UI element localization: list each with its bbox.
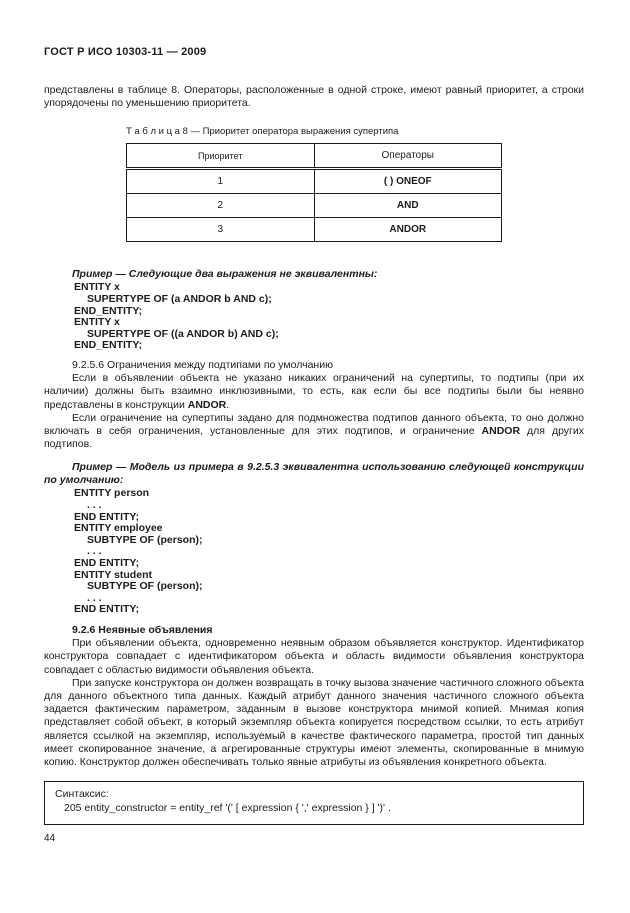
code-line: . . . — [87, 498, 102, 511]
table8-row — [127, 218, 502, 242]
section-926-heading: 9.2.6 Неявные объявления — [72, 623, 213, 636]
table8-cell: ( ) ONEOF — [314, 169, 502, 194]
table8-cell: ANDOR — [314, 218, 502, 242]
section-9256-paragraph-2 — [44, 412, 584, 452]
code-line: END ENTITY; — [74, 603, 140, 616]
code-line: END_ENTITY; — [74, 339, 143, 352]
text-segment: . — [226, 398, 230, 411]
table8-body — [127, 169, 502, 242]
text-segment: Если в объявлении объекта не указано никаких ограничений на супертипы, то подтипы (при их наличии) должны быть взаимно инклюзивными, то есть, как если бы все подтипы были бы неявно представлены в конструкции — [44, 372, 584, 411]
table8-col-header-priority: Приоритет — [127, 144, 315, 169]
example1-label: Пример — Следующие два выражения не эквивалентны: — [72, 268, 378, 281]
table8-col-header-operators: Операторы — [314, 144, 502, 169]
intro-paragraph: представлены в таблице 8. Операторы, расположенные в одной строке, имеют равный приоритет, а строки упорядочены по уменьшению приоритета. — [44, 84, 584, 110]
code-line: SUPERTYPE OF ((a ANDOR b) AND c); — [87, 327, 279, 340]
table8-cell: 3 — [127, 218, 315, 242]
code-line: . . . — [87, 591, 102, 604]
text-segment: для других подтипов. — [44, 424, 584, 451]
code-line: SUPERTYPE OF (a ANDOR b AND c); — [87, 293, 272, 305]
keyword-bold: ANDOR — [187, 398, 227, 411]
code-line: END ENTITY; — [74, 556, 140, 569]
example2-label: Пример — Модель из примера в 9.2.5.3 эквивалентна использованию следующей конструкции по умолчанию: — [44, 461, 584, 487]
example1-block — [44, 268, 584, 352]
code-line: SUBTYPE OF (person); — [87, 580, 203, 593]
table8-cell: AND — [314, 194, 502, 218]
example2-block — [44, 461, 584, 616]
table8-block — [44, 126, 584, 242]
table8-cell: 1 — [217, 176, 224, 188]
code-line: ENTITY employee — [74, 522, 163, 535]
code-line: . . . — [87, 545, 102, 558]
page-number: 44 — [44, 833, 56, 845]
syntax-label: Синтаксис: — [55, 788, 109, 801]
table8 — [126, 143, 502, 242]
section-926-paragraph-2: При запуске конструктора он должен возвращать в точку вызова значение частичного сложного объекта для данного объектного типа данных. Каждый атрибут данного значения частичного сложного объекта задается фактическим параметром, заданным в вызове конструктора мнимой копией. Мнимая копия представляет собой объект, в который экземпляр объекта копируется посредством ссылки, то есть атрибут является ссылкой на экземпляр, используемый в качестве фактического параметра, простой тип данных имеет скопированное значение, а агрегированные структуры имеют элементы, скопированные в мнимую копию. Конструктор должен обеспечивать только явные атрибуты из объявления конкретного объекта. — [44, 676, 584, 768]
section-926-paragraph-1: При объявлении объекта, одновременно неявным образом объявляется конструктор. Идентификатор конструктора совпадает с идентификатором объекта и область видимости объявления конструктора совпадает с областью видимости объявления объекта. — [44, 637, 584, 676]
page-header — [44, 46, 584, 58]
table8-caption: Т а б л и ц а 8 — Приоритет оператора выражения супертипа — [126, 126, 399, 138]
section-9256-paragraph-1 — [44, 372, 584, 412]
example1-code — [44, 282, 584, 352]
code-line: ENTITY x — [74, 316, 120, 329]
table8-header-row — [127, 144, 502, 169]
text-segment: Если ограничение на супертипы задано для подмножества подтипов данного объекта, то оно должно включать в себя ограничения, установленные для этих подтипов, и ограничение — [44, 411, 584, 437]
header-title: ГОСТ Р ИСО 10303-11 — 2009 — [44, 46, 207, 58]
table8-row — [127, 169, 502, 194]
syntax-box — [44, 781, 584, 825]
keyword-bold: ANDOR — [481, 424, 521, 437]
section-9256-heading: 9.2.5.6 Ограничения между подтипами по умолчанию — [72, 358, 333, 371]
example2-code — [44, 488, 584, 616]
code-line: END ENTITY; — [74, 510, 140, 523]
syntax-rule-205: 205 entity_constructor = entity_ref '(' [ expression { ',' expression } ] ')' . — [64, 802, 391, 815]
code-line: SUBTYPE OF (person); — [87, 533, 203, 546]
table8-cell: 2 — [127, 194, 315, 218]
code-line: END_ENTITY; — [74, 304, 143, 317]
code-line: ENTITY x — [74, 281, 120, 294]
table8-row — [127, 194, 502, 218]
code-line: ENTITY student — [74, 568, 152, 581]
code-line: ENTITY person — [74, 487, 150, 500]
